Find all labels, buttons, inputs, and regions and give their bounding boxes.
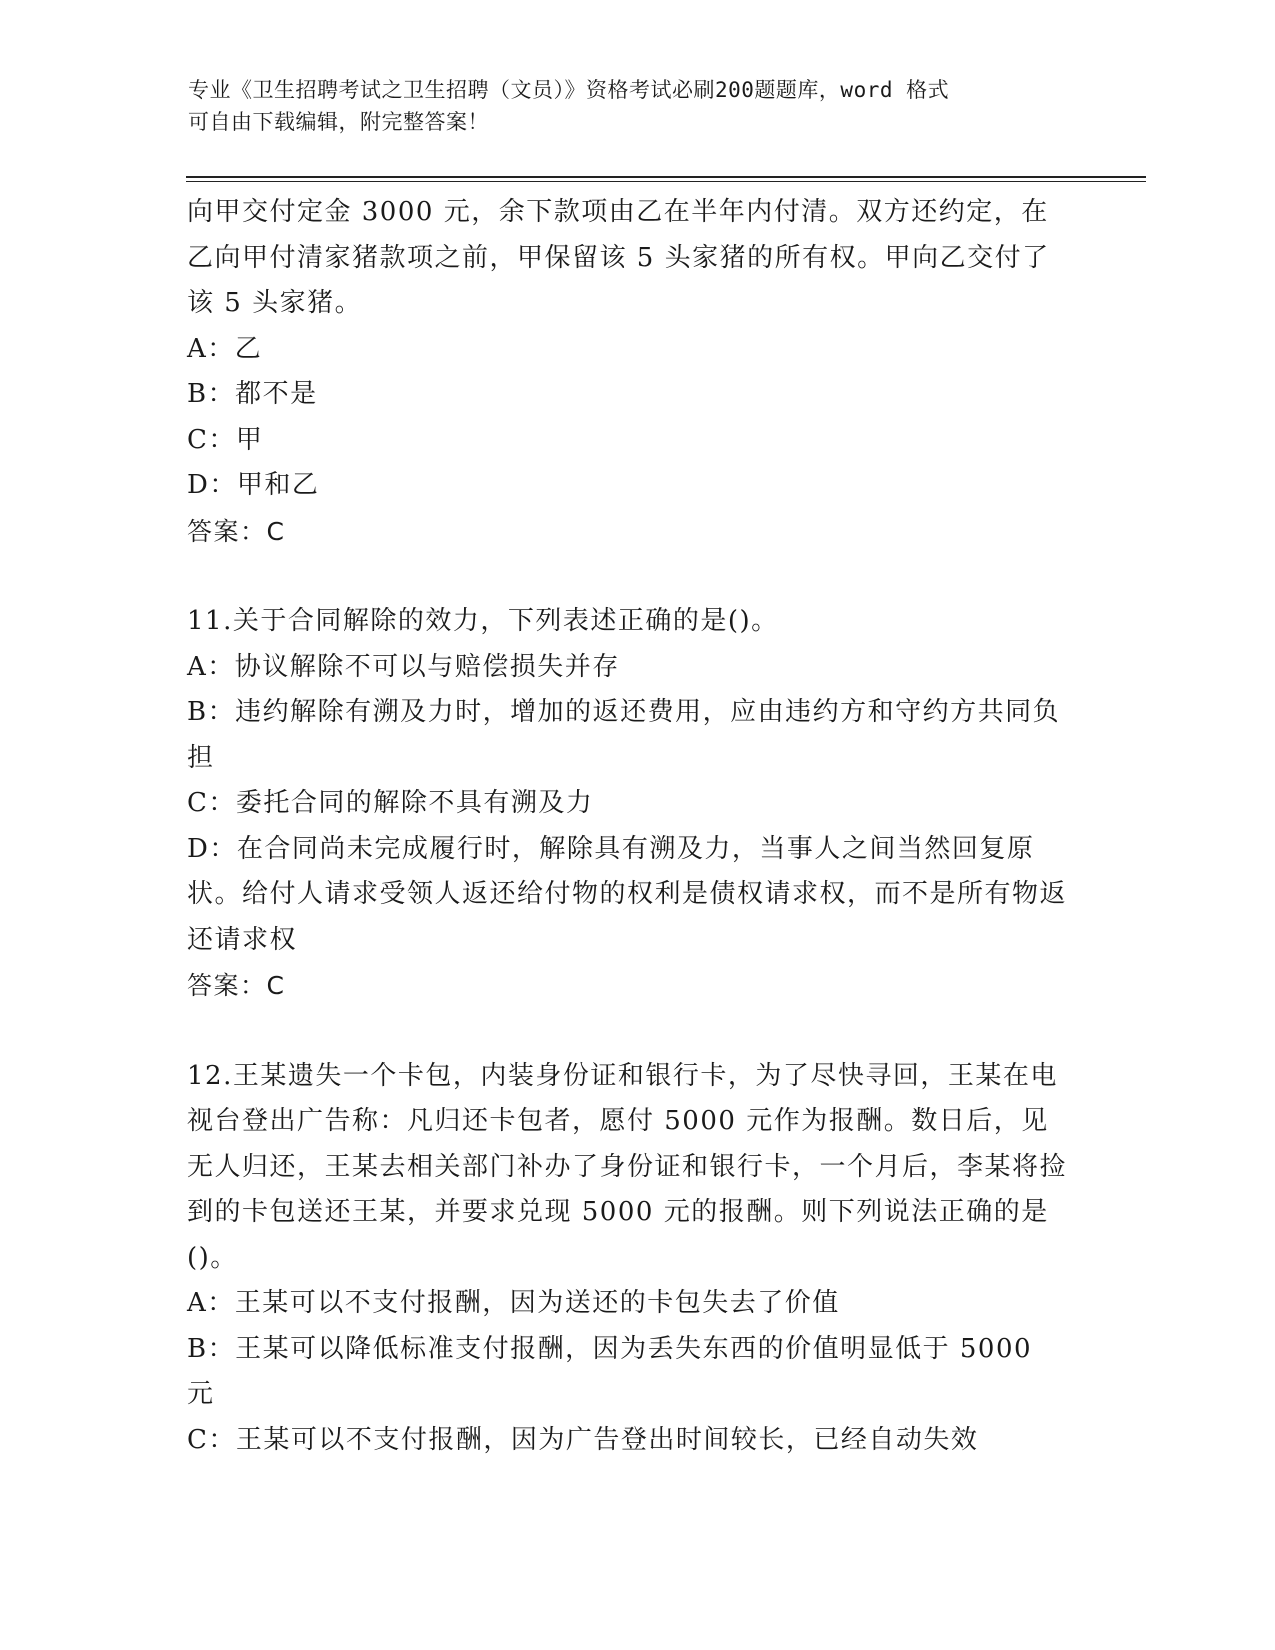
option-label: C： xyxy=(187,424,236,455)
option-text: 王某可以不支付报酬，因为送还的卡包失去了价值 xyxy=(234,1288,840,1318)
option-a xyxy=(187,645,1067,691)
option-text: 在合同尚未完成履行时，解除具有溯及力，当事人之间当然回复原状。给付人请求受领人返还给付物的权利是债权请求权，而不是所有物返还请求权 xyxy=(187,833,1068,955)
document-header xyxy=(188,74,1088,138)
option-label: C： xyxy=(187,1424,236,1455)
option-text: 协议解除不可以与赔偿损失并存 xyxy=(234,651,620,682)
option-c xyxy=(187,418,1067,464)
option-label: A： xyxy=(187,333,235,364)
option-text: 甲 xyxy=(235,424,264,455)
header-divider-thin xyxy=(186,181,1146,182)
option-c xyxy=(187,781,1067,827)
header-line-1: 专业《卫生招聘考试之卫生招聘（文员）》资格考试必刷200题题库，word 格式 xyxy=(188,78,950,102)
option-label: D： xyxy=(187,833,237,864)
question-12-stem: 12.王某遗失一个卡包，内装身份证和银行卡，为了尽快寻回，王某在电视台登出广告称：凡归还卡包者，愿付 5000 元作为报酬。数日后，见无人归还，王某去相关部门补办了身份证和银行卡，一个月后，李某将捡到的卡包送还王某，并要求兑现 5000 元的报酬。则下列说法正确的是()。 xyxy=(187,1060,1068,1273)
option-text: 王某可以不支付报酬，因为广告登出时间较长，已经自动失效 xyxy=(235,1424,979,1455)
option-label: A： xyxy=(187,651,235,682)
header-line-2: 可自由下载编辑，附完整答案！ xyxy=(188,110,489,134)
option-d xyxy=(187,463,1067,509)
option-d xyxy=(187,827,1067,964)
option-b xyxy=(187,1327,1067,1418)
option-text: 王某可以降低标准支付报酬，因为丢失东西的价值明显低于 5000 元 xyxy=(187,1333,1033,1409)
option-label: D： xyxy=(187,470,237,500)
option-text: 乙 xyxy=(234,333,263,364)
option-text: 委托合同的解除不具有溯及力 xyxy=(235,788,594,818)
option-a xyxy=(187,327,1067,373)
header-divider-thick xyxy=(186,176,1146,178)
option-label: A： xyxy=(187,1288,235,1318)
option-a xyxy=(187,1281,1067,1327)
option-b xyxy=(187,690,1067,781)
question-11-stem: 11.关于合同解除的效力，下列表述正确的是()。 xyxy=(187,606,779,636)
option-label: B： xyxy=(187,697,236,727)
option-text: 都不是 xyxy=(235,379,318,409)
answer-line: 答案：C xyxy=(187,971,286,1000)
option-label: B： xyxy=(187,379,236,409)
option-text: 违约解除有溯及力时，增加的返还费用，应由违约方和守约方共同负担 xyxy=(187,697,1061,773)
answer-line: 答案：C xyxy=(187,516,286,546)
option-label: B： xyxy=(187,1333,236,1364)
option-text: 甲和乙 xyxy=(236,470,320,500)
option-c xyxy=(187,1418,1067,1464)
option-label: C： xyxy=(187,788,236,818)
question-content xyxy=(187,190,1067,1463)
option-b xyxy=(187,372,1067,418)
continued-question-stem: 向甲交付定金 3000 元，余下款项由乙在半年内付清。双方还约定，在乙向甲付清家猪款项之前，甲保留该 5 头家猪的所有权。甲向乙交付了该 5 头家猪。 xyxy=(187,197,1050,318)
